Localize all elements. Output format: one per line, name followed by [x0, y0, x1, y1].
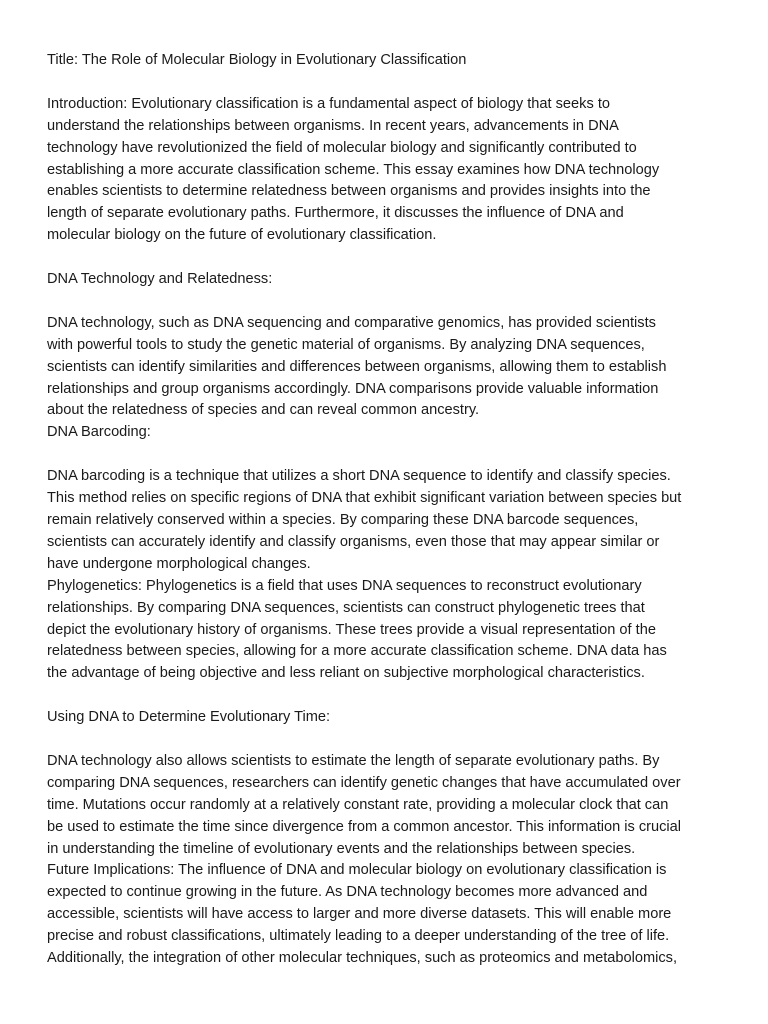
document-page — [47, 50, 737, 970]
spacer — [47, 685, 737, 707]
phylogenetics-paragraph: Phylogenetics: Phylogenetics is a field that uses DNA sequences to reconstruct evolutionary relationships. By comparing DNA sequences, scientists can construct phylogenetic trees that depict the evolutionary history of organisms. These trees provide a visual representation of the relatedness between species, allowing for a more accurate classification scheme. DNA data has the advantage of being objective and less reliant on subjective morphological characteristics. — [47, 577, 667, 682]
evolutionary-time-paragraph: DNA technology also allows scientists to estimate the length of separate evolutionary paths. By comparing DNA sequences, researchers can identify genetic changes that have accumulated over time. Mutations occur randomly at a relatively constant rate, providing a molecular clock that can be used to estimate the time since divergence from a common ancestor. This information is crucial in understanding the timeline of evolutionary events and the relationships between species. — [47, 752, 682, 857]
evolutionary-time-heading: Using DNA to Determine Evolutionary Time: — [47, 709, 331, 726]
spacer — [47, 444, 737, 466]
barcoding-heading: DNA Barcoding: — [47, 424, 151, 441]
spacer — [47, 729, 737, 751]
relatedness-heading: DNA Technology and Relatedness: — [47, 271, 273, 288]
barcoding-paragraph: DNA barcoding is a technique that utilizes a short DNA sequence to identify and classify species. This method relies on specific regions of DNA that exhibit significant variation between species but remain relatively conserved within a species. By comparing these DNA barcode sequences, scientists can accurately identify and classify organisms, even those that may appear similar or have undergone morphological changes. — [47, 468, 682, 572]
relatedness-paragraph: DNA technology, such as DNA sequencing and comparative genomics, has provided scientists with powerful tools to study the genetic material of organisms. By analyzing DNA sequences, scientists can identify similarities and differences between organisms, allowing them to establish relationships and group organisms accordingly. DNA comparisons provide valuable information about the relatedness of species and can reveal common ancestry. — [47, 314, 667, 419]
spacer — [47, 72, 737, 94]
introduction-paragraph: Introduction: Evolutionary classification is a fundamental aspect of biology that seeks to understand the relationships between organisms. In recent years, advancements in DNA technology have revolutionized the field of molecular biology and significantly contributed to establishing a more accurate classification scheme. This essay examines how DNA technology enables scientists to determine relatedness between organisms and provides insights into the length of separate evolutionary paths. Furthermore, it discusses the influence of DNA and molecular biology on the future of evolutionary classification. — [47, 95, 660, 244]
spacer — [47, 291, 737, 313]
spacer — [47, 247, 737, 269]
document-title: Title: The Role of Molecular Biology in Evolutionary Classification — [47, 52, 467, 68]
future-implications-paragraph: Future Implications: The influence of DNA and molecular biology on evolutionary classification is expected to continue growing in the future. As DNA technology becomes more advanced and accessible, scientists will have access to larger and more diverse datasets. This will enable more precise and robust classifications, ultimately leading to a deeper understanding of the tree of life. Additionally, the integration of other molecular techniques, such as proteomics and metabolomics, — [47, 862, 678, 967]
